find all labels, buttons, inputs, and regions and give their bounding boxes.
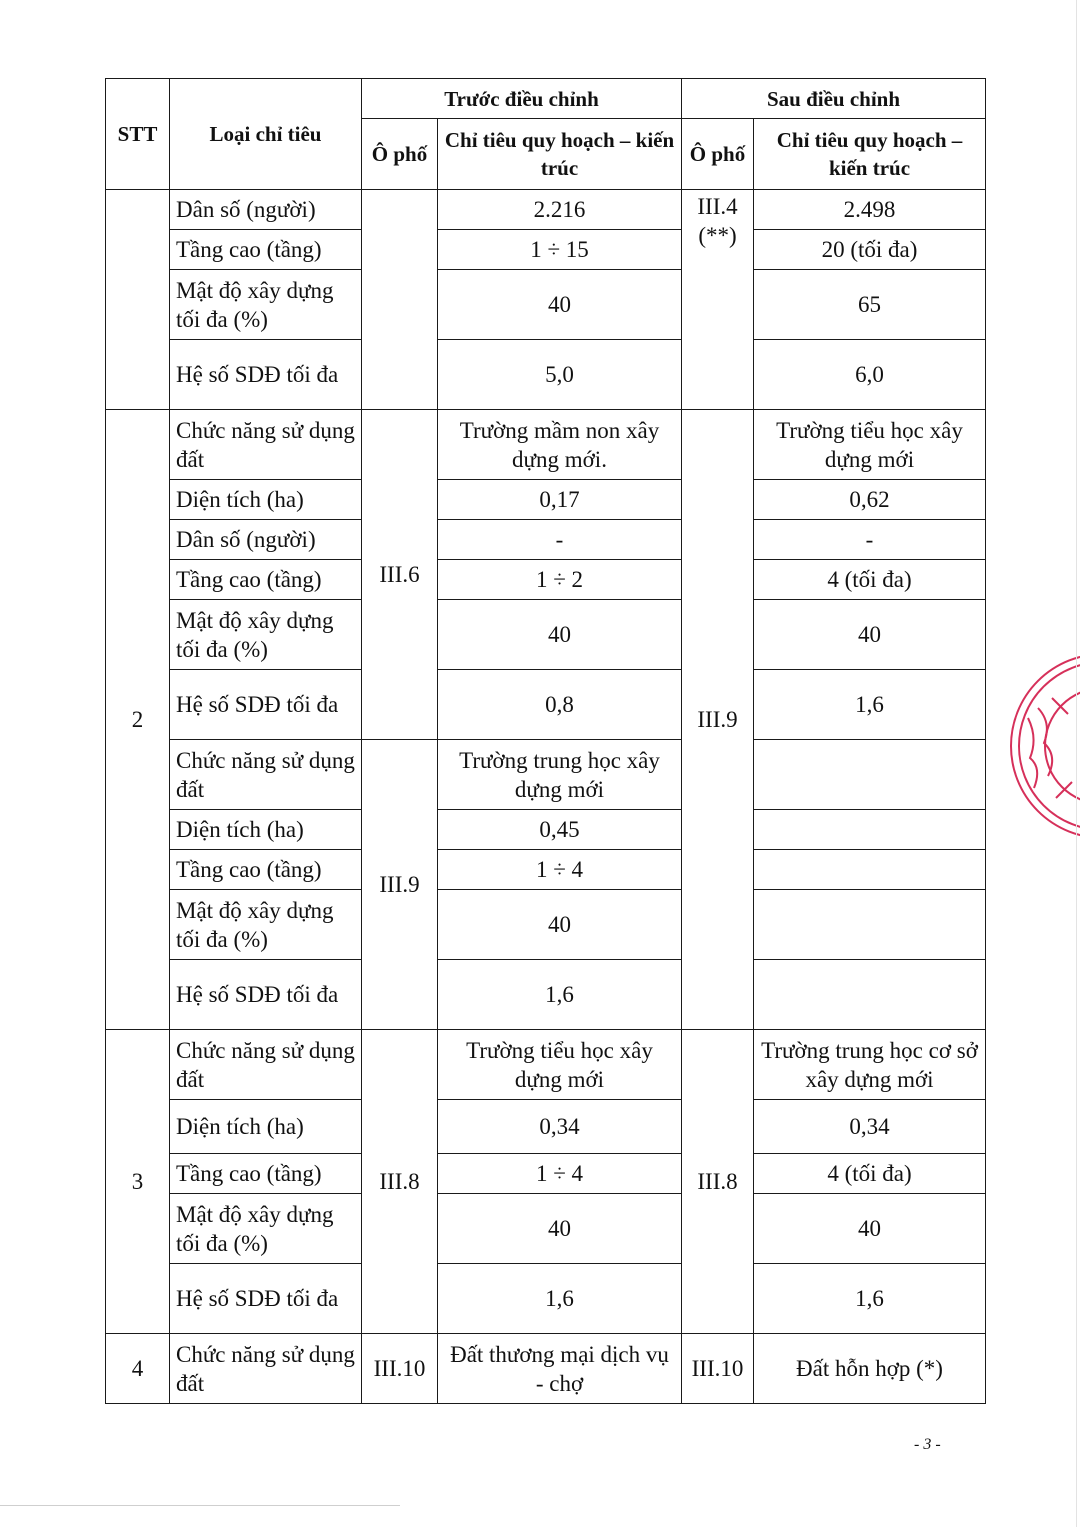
- value-before: Trường mầm non xây dựng mới.: [438, 410, 682, 480]
- label-tang-cao: Tầng cao (tầng): [170, 560, 362, 600]
- table-row: [106, 890, 986, 960]
- value-before: 1 ÷ 4: [438, 1154, 682, 1194]
- value-before: 1 ÷ 2: [438, 560, 682, 600]
- table-row: [106, 1030, 986, 1100]
- table-row: [106, 1194, 986, 1264]
- o-pho-before: III.8: [362, 1030, 438, 1334]
- table-row: [106, 960, 986, 1030]
- header-loai-chi-tieu: Loại chỉ tiêu: [170, 79, 362, 190]
- value-after: 40: [754, 600, 986, 670]
- table-row: [106, 340, 986, 410]
- label-dan-so: Dân số (người): [170, 520, 362, 560]
- value-before: 0,8: [438, 670, 682, 740]
- value-after: 0,34: [754, 1100, 986, 1154]
- table-row: [106, 520, 986, 560]
- label-chuc-nang: Chức năng sử dụng đất: [170, 1030, 362, 1100]
- header-o-pho-before: Ô phố: [362, 119, 438, 190]
- value-after-empty: [754, 740, 986, 810]
- label-mat-do: Mật độ xây dựng tối đa (%): [170, 1194, 362, 1264]
- value-after-empty: [754, 960, 986, 1030]
- label-dan-so: Dân số (người): [170, 190, 362, 230]
- value-before: 1,6: [438, 960, 682, 1030]
- o-pho-after: III.8: [682, 1030, 754, 1334]
- label-he-so: Hệ số SDĐ tối đa: [170, 670, 362, 740]
- stt-cell: 4: [106, 1334, 170, 1404]
- header-stt: STT: [106, 79, 170, 190]
- value-after: 4 (tối đa): [754, 560, 986, 600]
- label-tang-cao: Tầng cao (tầng): [170, 850, 362, 890]
- planning-indicators-table: [105, 78, 986, 1404]
- value-after-empty: [754, 890, 986, 960]
- table-row: [106, 230, 986, 270]
- label-he-so: Hệ số SDĐ tối đa: [170, 1264, 362, 1334]
- value-before: 1,6: [438, 1264, 682, 1334]
- table-row: [106, 190, 986, 230]
- label-chuc-nang: Chức năng sử dụng đất: [170, 410, 362, 480]
- value-before: 2.216: [438, 190, 682, 230]
- scan-artifact-line: [0, 1505, 400, 1506]
- o-pho-before-empty: [362, 190, 438, 410]
- value-before: 0,34: [438, 1100, 682, 1154]
- header-row-1: [106, 79, 986, 119]
- value-after: 6,0: [754, 340, 986, 410]
- header-chi-tieu-after: Chỉ tiêu quy hoạch – kiến trúc: [754, 119, 986, 190]
- value-before: 40: [438, 600, 682, 670]
- scan-edge-line: [1076, 0, 1077, 1527]
- value-after-empty: [754, 850, 986, 890]
- label-he-so: Hệ số SDĐ tối đa: [170, 960, 362, 1030]
- value-before: Đất thương mại dịch vụ - chợ: [438, 1334, 682, 1404]
- label-mat-do: Mật độ xây dựng tối đa (%): [170, 270, 362, 340]
- o-pho-after: III.10: [682, 1334, 754, 1404]
- value-after: 20 (tối đa): [754, 230, 986, 270]
- red-seal-stamp: [1008, 648, 1080, 843]
- value-after: 65: [754, 270, 986, 340]
- label-he-so: Hệ số SDĐ tối đa: [170, 340, 362, 410]
- value-before: 0,45: [438, 810, 682, 850]
- stt-cell: 2: [106, 410, 170, 1030]
- label-tang-cao: Tầng cao (tầng): [170, 1154, 362, 1194]
- header-truoc-dieu-chinh: Trước điều chỉnh: [362, 79, 682, 119]
- value-after: Trường trung học cơ sở xây dựng mới: [754, 1030, 986, 1100]
- table-row: [106, 560, 986, 600]
- table-row: [106, 740, 986, 810]
- table-row: [106, 270, 986, 340]
- value-after: 2.498: [754, 190, 986, 230]
- label-dien-tich: Diện tích (ha): [170, 480, 362, 520]
- value-after: 40: [754, 1194, 986, 1264]
- table-row: [106, 480, 986, 520]
- table-row: [106, 810, 986, 850]
- stt-cell: 3: [106, 1030, 170, 1334]
- value-after: 1,6: [754, 670, 986, 740]
- table-row: [106, 1264, 986, 1334]
- stt-cell-empty: [106, 190, 170, 410]
- value-before: 0,17: [438, 480, 682, 520]
- table-row: [106, 1154, 986, 1194]
- o-pho-after: III.4 (**): [682, 190, 754, 410]
- header-chi-tieu-before: Chỉ tiêu quy hoạch – kiến trúc: [438, 119, 682, 190]
- value-after: -: [754, 520, 986, 560]
- value-before: Trường tiểu học xây dựng mới: [438, 1030, 682, 1100]
- header-sau-dieu-chinh: Sau điều chỉnh: [682, 79, 986, 119]
- label-dien-tich: Diện tích (ha): [170, 1100, 362, 1154]
- table-row: [106, 1334, 986, 1404]
- value-before: 40: [438, 890, 682, 960]
- header-o-pho-after: Ô phố: [682, 119, 754, 190]
- table-row: [106, 600, 986, 670]
- value-after: 1,6: [754, 1264, 986, 1334]
- value-after: Đất hỗn hợp (*): [754, 1334, 986, 1404]
- value-before: 40: [438, 270, 682, 340]
- value-before: -: [438, 520, 682, 560]
- label-chuc-nang: Chức năng sử dụng đất: [170, 1334, 362, 1404]
- value-after: Trường tiểu học xây dựng mới: [754, 410, 986, 480]
- page-number: - 3 -: [914, 1436, 941, 1453]
- o-pho-before: III.10: [362, 1334, 438, 1404]
- value-before: 1 ÷ 4: [438, 850, 682, 890]
- label-dien-tich: Diện tích (ha): [170, 810, 362, 850]
- o-pho-after: III.9: [682, 410, 754, 1030]
- label-tang-cao: Tầng cao (tầng): [170, 230, 362, 270]
- table-row: [106, 1100, 986, 1154]
- value-after-empty: [754, 810, 986, 850]
- value-after: 0,62: [754, 480, 986, 520]
- value-before: 40: [438, 1194, 682, 1264]
- label-mat-do: Mật độ xây dựng tối đa (%): [170, 890, 362, 960]
- label-chuc-nang: Chức năng sử dụng đất: [170, 740, 362, 810]
- o-pho-before: III.9: [362, 740, 438, 1030]
- o-pho-before: III.6: [362, 410, 438, 740]
- value-after: 4 (tối đa): [754, 1154, 986, 1194]
- seal-icon: [1008, 648, 1080, 843]
- table-row: [106, 670, 986, 740]
- value-before: Trường trung học xây dựng mới: [438, 740, 682, 810]
- label-mat-do: Mật độ xây dựng tối đa (%): [170, 600, 362, 670]
- table-row: [106, 850, 986, 890]
- value-before: 1 ÷ 15: [438, 230, 682, 270]
- table-row: [106, 410, 986, 480]
- value-before: 5,0: [438, 340, 682, 410]
